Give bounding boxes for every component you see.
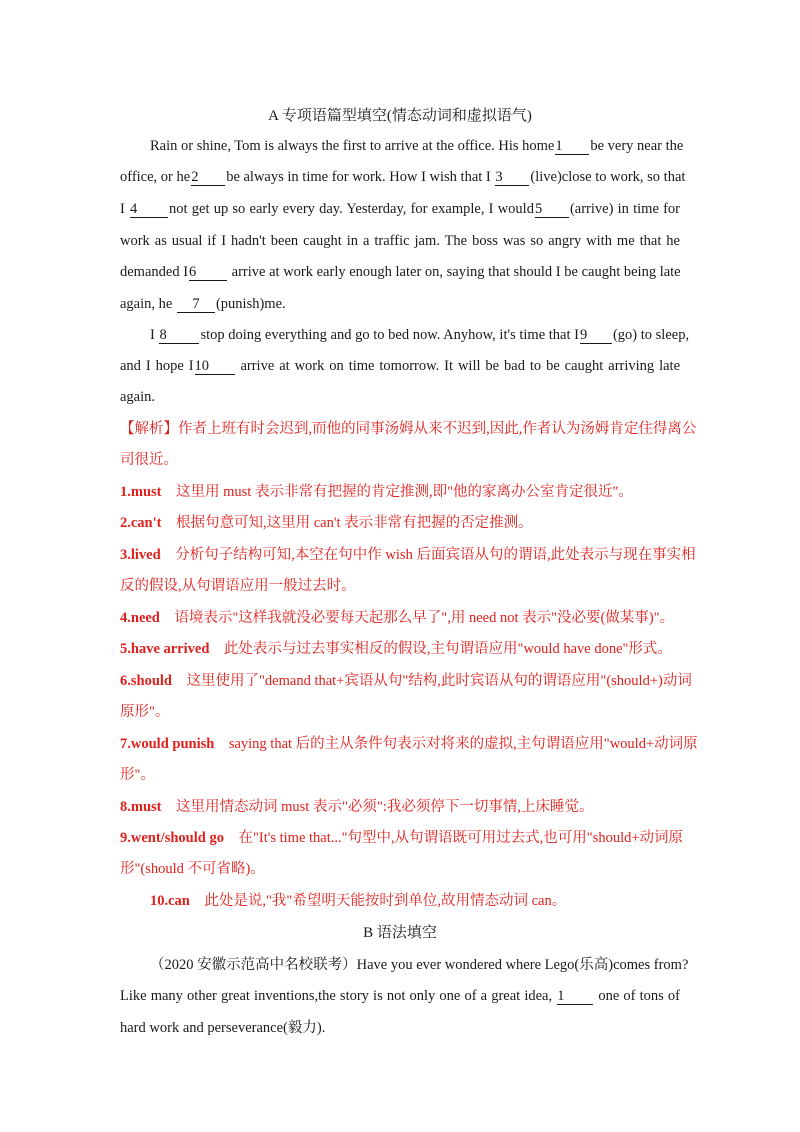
passage-line-1 bbox=[150, 136, 684, 156]
blank-9: 9 bbox=[580, 328, 612, 344]
passage-text: work as usual if I hadn't been caught in a traffic jam. The boss was so angry with me that he bbox=[120, 233, 680, 249]
answer-explanation: 这里用 must 表示非常有把握的肯定推测,即"他的家离办公室肯定很近"。 bbox=[176, 484, 633, 500]
passage-line-6 bbox=[120, 294, 680, 314]
passage-text: again, he bbox=[120, 296, 176, 312]
passage-text: I bbox=[150, 327, 159, 343]
passage-text: not get up so early every day. Yesterday, for example, I would bbox=[169, 201, 534, 217]
answer-explanation: saying that 后的主从条件句表示对将来的虚拟,主句谓语应用"would+动词原 bbox=[228, 736, 698, 752]
passage-line-2 bbox=[120, 167, 686, 187]
passage-text: one of tons of bbox=[594, 988, 680, 1004]
analysis-item-3 bbox=[120, 545, 696, 565]
section-b-line-3: hard work and perseverance(毅力). bbox=[120, 1020, 326, 1036]
passage-text: (punish)me. bbox=[215, 296, 286, 312]
passage-text: (go) to sleep, bbox=[612, 327, 690, 343]
analysis-item-9-cont: 形"(should 不可省略)。 bbox=[120, 861, 265, 877]
answer-key: 2.can't bbox=[120, 515, 162, 531]
analysis-item-10 bbox=[150, 891, 710, 911]
passage-text: arrive at work on time tomorrow. It will be bad to be caught arriving late bbox=[235, 358, 681, 374]
answer-explanation: 分析句子结构可知,本空在句中作 wish 后面宾语从句的谓语,此处表示与现在事实相 bbox=[175, 547, 696, 563]
answer-explanation: 这里用情态动词 must 表示"必须":我必须停下一切事情,上床睡觉。 bbox=[176, 799, 594, 815]
answer-key: 8.must bbox=[120, 799, 162, 815]
answer-key: 5.have arrived bbox=[120, 641, 210, 657]
answer-explanation: 此处是说,"我"希望明天能按时到单位,故用情态动词 can。 bbox=[204, 893, 567, 909]
answer-key: 10.can bbox=[150, 893, 190, 909]
passage-text: I bbox=[120, 201, 130, 217]
blank-1: 1 bbox=[555, 139, 589, 155]
blank-7: 7 bbox=[177, 297, 215, 313]
passage-text: be very near the bbox=[590, 138, 684, 154]
answer-key: 4.need bbox=[120, 610, 160, 626]
blank-b-1: 1 bbox=[557, 989, 593, 1005]
analysis-item-6 bbox=[120, 671, 692, 691]
passage-line-3 bbox=[120, 199, 680, 219]
answer-key: 9.went/should go bbox=[120, 830, 224, 846]
passage-text: be always in time for work. How I wish that I bbox=[226, 169, 495, 185]
passage-text: and I hope I bbox=[120, 358, 194, 374]
analysis-item-9 bbox=[120, 828, 684, 848]
blank-10: 10 bbox=[195, 359, 235, 375]
analysis-item-7 bbox=[120, 734, 698, 754]
blank-8: 8 bbox=[159, 328, 199, 344]
section-b-title: B 语法填空 bbox=[363, 925, 437, 941]
answer-explanation: 语境表示"这样我就没必要每天起那么早了",用 need not 表示"没必要(做某事)"。 bbox=[174, 610, 675, 626]
passage-text: Like many other great inventions,the story is not only one of a great idea, bbox=[120, 988, 557, 1004]
analysis-intro-line-2: 司很近。 bbox=[120, 452, 178, 468]
passage-line-4 bbox=[120, 231, 680, 251]
answer-key: 7.would punish bbox=[120, 736, 215, 752]
passage-line-9 bbox=[120, 387, 680, 407]
answer-explanation: 在"It's time that..."句型中,从句谓语既可用过去式,也可用"should+动词原 bbox=[238, 830, 684, 846]
passage-text: office, or he bbox=[120, 169, 191, 185]
answer-key: 3.lived bbox=[120, 547, 161, 563]
section-b-line-2 bbox=[120, 986, 680, 1006]
analysis-item-5 bbox=[120, 639, 680, 659]
analysis-intro-line-1: 【解析】作者上班有时会迟到,而他的同事汤姆从来不迟到,因此,作者认为汤姆肯定住得离公 bbox=[120, 421, 697, 437]
blank-6: 6 bbox=[189, 265, 227, 281]
section-a-title: A 专项语篇型填空(情态动词和虚拟语气) bbox=[268, 108, 532, 124]
passage-text: (live)close to work, so that bbox=[530, 169, 686, 185]
analysis-item-1 bbox=[120, 482, 680, 502]
analysis-item-4 bbox=[120, 608, 680, 628]
analysis-item-3-cont: 反的假设,从句谓语应用一般过去时。 bbox=[120, 578, 356, 594]
passage-text: again. bbox=[120, 389, 156, 405]
answer-explanation: 根据句意可知,这里用 can't 表示非常有把握的否定推测。 bbox=[175, 515, 533, 531]
passage-line-8 bbox=[120, 356, 680, 376]
answer-explanation: 此处表示与过去事实相反的假设,主句谓语应用"would have done"形式。 bbox=[223, 641, 672, 657]
blank-4: 4 bbox=[130, 202, 168, 218]
blank-2: 2 bbox=[191, 170, 225, 186]
answer-explanation: 这里使用了"demand that+宾语从句"结构,此时宾语从句的谓语应用"(should+)动词 bbox=[186, 673, 692, 689]
passage-text: demanded I bbox=[120, 264, 189, 280]
passage-text: (arrive) in time for bbox=[569, 201, 680, 217]
answer-key: 6.should bbox=[120, 673, 172, 689]
analysis-item-8 bbox=[120, 797, 680, 817]
analysis-item-6-cont: 原形"。 bbox=[120, 704, 170, 720]
answer-key: 1.must bbox=[120, 484, 162, 500]
blank-5: 5 bbox=[535, 202, 569, 218]
analysis-item-2 bbox=[120, 513, 680, 533]
passage-line-5 bbox=[120, 262, 680, 282]
passage-text: stop doing everything and go to bed now. Anyhow, it's time that I bbox=[200, 327, 579, 343]
passage-line-7 bbox=[150, 325, 690, 345]
passage-text: arrive at work early enough later on, saying that should I be caught being late bbox=[228, 264, 681, 280]
blank-3: 3 bbox=[495, 170, 529, 186]
section-b-line-1: （2020 安徽示范高中名校联考）Have you ever wondered where Lego(乐高)comes from? bbox=[150, 957, 689, 973]
analysis-item-7-cont: 形"。 bbox=[120, 767, 155, 783]
passage-text: Rain or shine, Tom is always the first to arrive at the office. His home bbox=[150, 138, 555, 154]
